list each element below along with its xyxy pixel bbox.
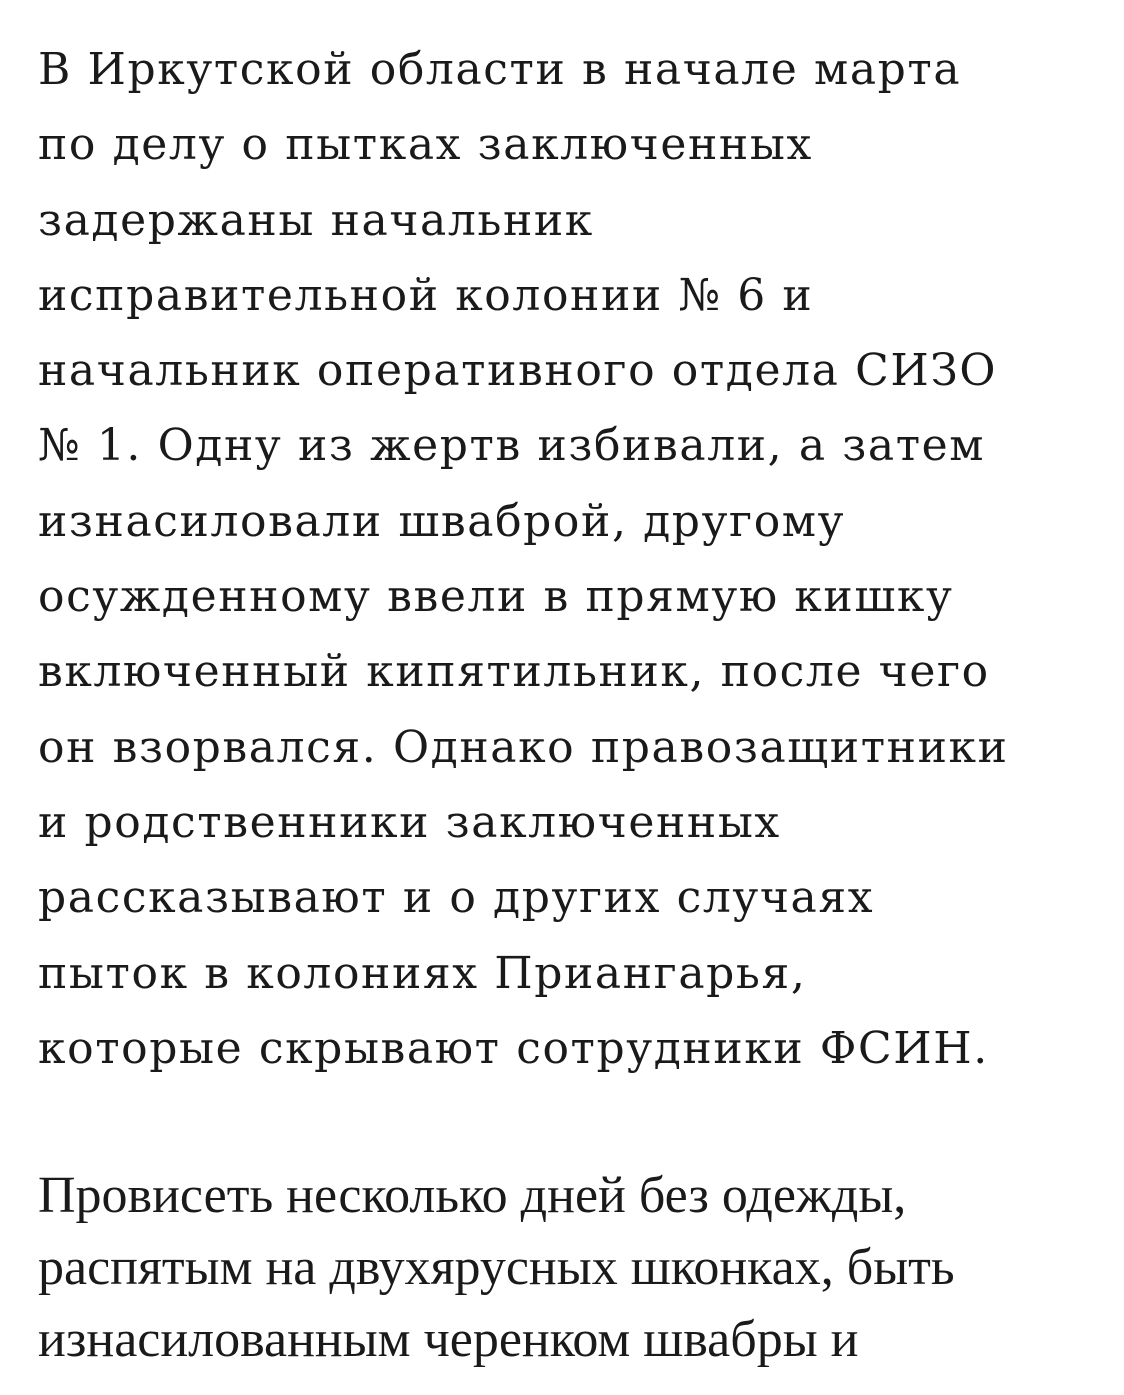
lead-line: В Иркутской области в начале марта — [38, 44, 962, 95]
lead-line: № 1. Одну из жертв избивали, а затем — [38, 420, 986, 472]
lead-line: исправительной колонии № 6 и — [38, 269, 814, 321]
lead-line: пыток в колониях Приангарья, — [38, 947, 807, 999]
lead-line: рассказывают и о других случаях — [38, 872, 875, 924]
lead-line: он взорвался. Однако правозащитники — [38, 721, 1009, 773]
body-line: Провисеть несколько дней без одежды, — [38, 1167, 907, 1224]
lead-line: и родственники заключенных — [38, 796, 781, 848]
lead-line: включенный кипятильник, после чего — [38, 646, 990, 698]
lead-line: начальник оперативного отдела СИЗО — [38, 345, 998, 397]
lead-line: по делу о пытках заключенных — [38, 119, 813, 171]
lead-line: изнасиловали шваброй, другому — [38, 495, 846, 547]
lead-line: которые скрывают сотрудники ФСИН. — [38, 1022, 989, 1074]
lead-line: задержаны начальник — [38, 194, 594, 246]
lead-line: осужденному ввели в прямую кишку — [38, 571, 954, 623]
body-line: изнасилованным черенком швабры и — [38, 1311, 859, 1368]
article-lead — [38, 32, 1098, 1086]
body-line: распятым на двухярусных шконках, быть — [38, 1239, 955, 1296]
article — [38, 32, 1098, 1368]
article-body-paragraph — [38, 1160, 1098, 1376]
